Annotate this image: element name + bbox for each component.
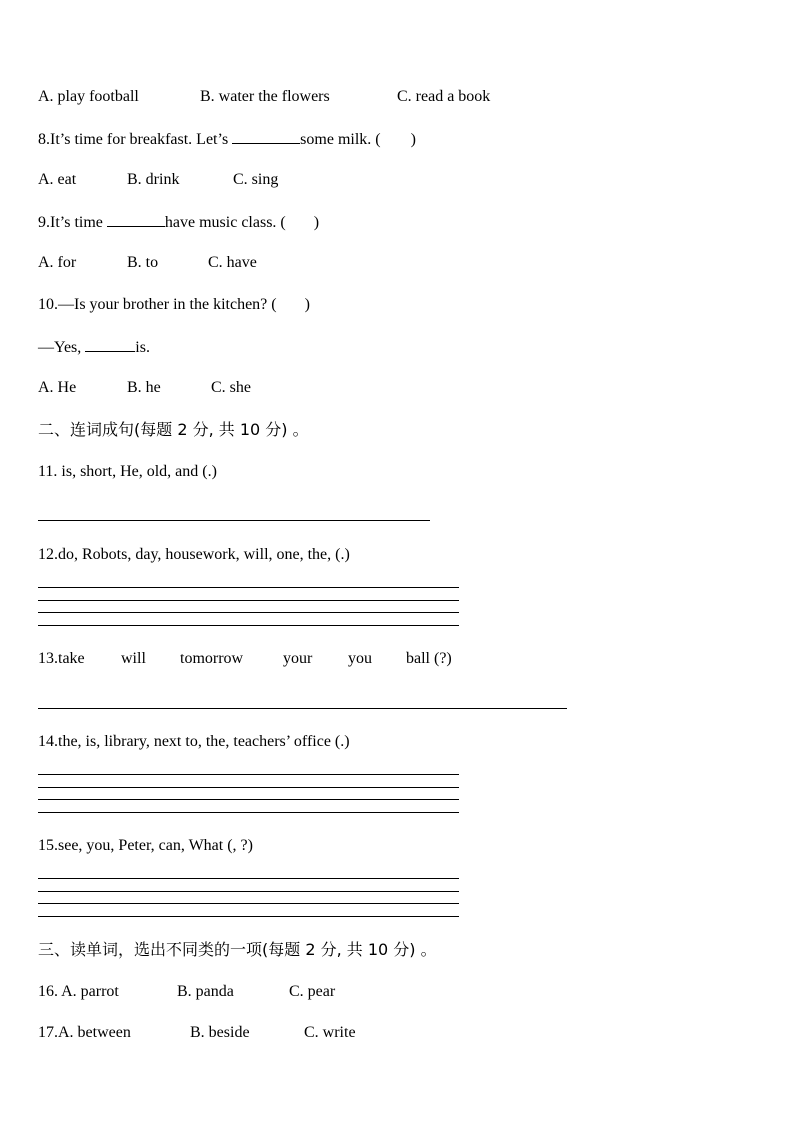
q8-text-after: some milk. ( <box>300 131 381 148</box>
q9-option-a: A. for <box>38 254 77 271</box>
q13-word: will <box>121 650 146 667</box>
q13-word: 13.take <box>38 650 85 667</box>
section3-heading: 三、读单词，选出不同类的一项(每题 2 分, 共 10 分) 。 <box>38 940 437 959</box>
q9-question <box>38 212 319 233</box>
q8-question <box>38 129 416 150</box>
q8-close-paren: ) <box>410 131 416 148</box>
q8-blank <box>232 129 300 144</box>
q13-word: your <box>283 650 313 667</box>
q14-answer-line-1[interactable] <box>38 774 459 775</box>
q11-answer-line[interactable] <box>38 520 430 521</box>
q12-prompt: 12.do, Robots, day, housework, will, one, the, (.) <box>38 546 350 563</box>
q14-answer-line-2[interactable] <box>38 787 459 788</box>
q10-option-a: A. He <box>38 379 77 396</box>
q15-answer-line-3[interactable] <box>38 903 459 904</box>
q8-option-a: A. eat <box>38 171 77 188</box>
q15-answer-line-2[interactable] <box>38 891 459 892</box>
q15-answer-line-4[interactable] <box>38 916 459 917</box>
q17-label: 17.A. between <box>38 1024 131 1041</box>
q13-answer-line[interactable] <box>38 708 567 709</box>
q17-option-c: C. write <box>304 1024 356 1041</box>
q8-text-before: 8.It’s time for breakfast. Let’s <box>38 131 233 148</box>
q16-option-b: B. panda <box>177 983 234 1000</box>
q13-word: ball (?) <box>406 650 452 667</box>
q12-answer-line-4[interactable] <box>38 625 459 626</box>
q9-text-before: 9.It’s time <box>38 214 107 231</box>
q13-prompt <box>38 649 498 669</box>
q9-option-b: B. to <box>127 254 159 271</box>
q10-question <box>38 295 310 315</box>
q16-option-c: C. pear <box>289 983 336 1000</box>
q14-prompt: 14.the, is, library, next to, the, teachers’ office (.) <box>38 733 350 750</box>
q10-blank <box>85 337 135 352</box>
q9-blank <box>107 212 165 227</box>
q17-option-b: B. beside <box>190 1024 250 1041</box>
q15-answer-line-1[interactable] <box>38 878 459 879</box>
q12-answer-line-3[interactable] <box>38 612 459 613</box>
q17-row <box>38 1023 438 1043</box>
q13-word: you <box>348 650 372 667</box>
q8-option-c: C. sing <box>233 171 279 188</box>
q13-word: tomorrow <box>180 650 244 667</box>
q9-option-c: C. have <box>208 254 257 271</box>
q16-label: 16. A. parrot <box>38 983 119 1000</box>
q16-row <box>38 982 438 1002</box>
section2-heading: 二、连词成句(每题 2 分, 共 10 分) 。 <box>38 420 309 439</box>
q10-reply <box>38 337 150 358</box>
q10-reply-after: is. <box>135 339 150 356</box>
q15-prompt: 15.see, you, Peter, can, What (, ?) <box>38 837 253 854</box>
q10-close-paren: ) <box>304 296 310 313</box>
q10-option-b: B. he <box>127 379 161 396</box>
q14-answer-line-4[interactable] <box>38 812 459 813</box>
q8-option-b: B. drink <box>127 171 180 188</box>
q10-text: 10.—Is your brother in the kitchen? ( <box>38 296 277 313</box>
q7-option-b: B. water the flowers <box>200 88 330 105</box>
q7-option-a: A. play football <box>38 88 139 105</box>
q10-option-c: C. she <box>211 379 251 396</box>
q11-prompt: 11. is, short, He, old, and (.) <box>38 463 217 480</box>
q7-option-c: C. read a book <box>397 88 491 105</box>
q10-reply-before: —Yes, <box>38 339 86 356</box>
q12-answer-line-2[interactable] <box>38 600 459 601</box>
q12-answer-line-1[interactable] <box>38 587 459 588</box>
q9-text-after: have music class. ( <box>164 214 286 231</box>
q14-answer-line-3[interactable] <box>38 799 459 800</box>
q9-close-paren: ) <box>313 214 320 231</box>
